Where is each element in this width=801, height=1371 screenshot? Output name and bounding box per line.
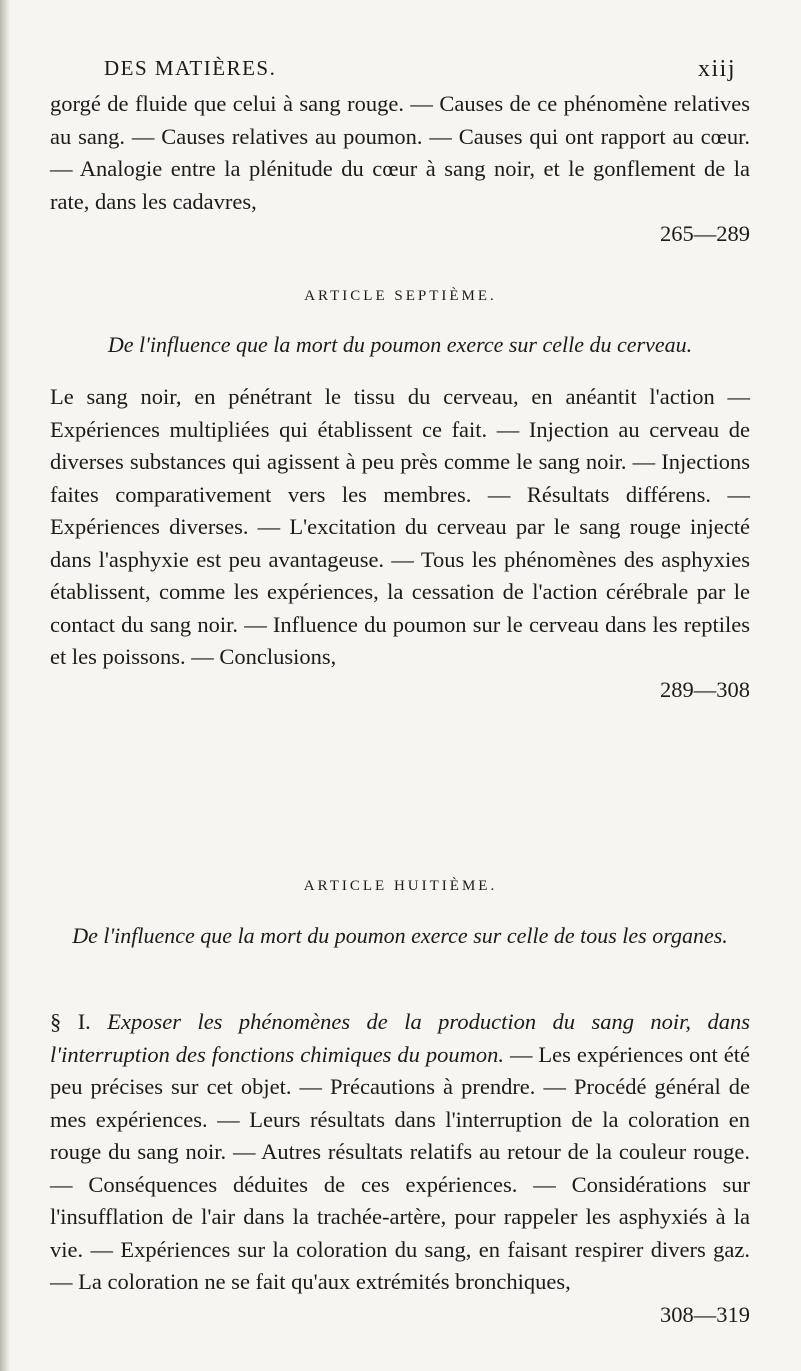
article-8-summary-text: — Les expériences ont été peu précises sur cet objet. — Précautions à prendre. — Procédé général de mes expériences. — Leurs résultats dans l'interruption de la coloration en rouge du sang noir. — Autres résultats relatifs au retour de la couleur rouge. — Conséquences déduites de ces expériences. — Considérations sur l'insufflation de l'air dans la trachée-artère, pour rappeler les asphyxiés à la vie. — Expériences sur la coloration du sang, en faisant respirer divers gaz. — La coloration ne se fait qu'aux extrémités bronchiques, [50, 1041, 750, 1294]
article-7-title: De l'influence que la mort du poumon exerce sur celle du cerveau. [107, 332, 693, 357]
entry-continuation [50, 88, 750, 251]
entry-continuation-pages: 265—289 [660, 221, 750, 246]
article-8-heading: ARTICLE HUITIÈME. [303, 878, 498, 894]
article-7-summary [50, 381, 750, 706]
section-title: Exposer les phénomènes de la production du sang noir, dans l'interruption des fonctions chimiques du poumon. [50, 1009, 750, 1067]
section-mark: § I. [50, 1009, 91, 1034]
article-7-pages: 289—308 [660, 676, 750, 702]
article-8-pages: 308—319 [660, 1301, 750, 1327]
article-7-heading: ARTICLE SEPTIÈME. [304, 288, 497, 304]
page-binding-edge [0, 0, 10, 1371]
page-number: xiij [697, 56, 736, 82]
article-8-title: De l'influence que la mort du poumon exerce sur celle de tous les organes. [72, 923, 728, 948]
running-title: DES MATIÈRES. [104, 56, 277, 80]
article-7-summary-text: Le sang noir, en pénétrant le tissu du cerveau, en anéantit l'action — Expériences multipliées qui établissent ce fait. — Injection au cerveau de diverses substances qui agissent à peu près comme le sang noir. — Injections faites comparativement vers les membres. — Résultats différens. — Expériences diverses. — L'excitation du cerveau par le sang rouge injecté dans l'asphyxie est peu avantageuse. — Tous les phénomènes des asphyxies établissent, comme les expériences, la cessation de l'action cérébrale par le contact du sang noir. — Influence du poumon sur le cerveau dans les reptiles et les poissons. — Conclusions, [50, 384, 750, 669]
running-header [96, 56, 736, 88]
entry-continuation-text: gorgé de fluide que celui à sang rouge. — Causes de ce phénomène relatives au sang. — Causes relatives au poumon. — Causes qui ont rapport au cœur. — Analogie entre la plénitude du cœur à sang noir, et le gonflement de la rate, dans les cadavres, [50, 91, 750, 214]
article-8-section-1 [50, 1006, 750, 1331]
